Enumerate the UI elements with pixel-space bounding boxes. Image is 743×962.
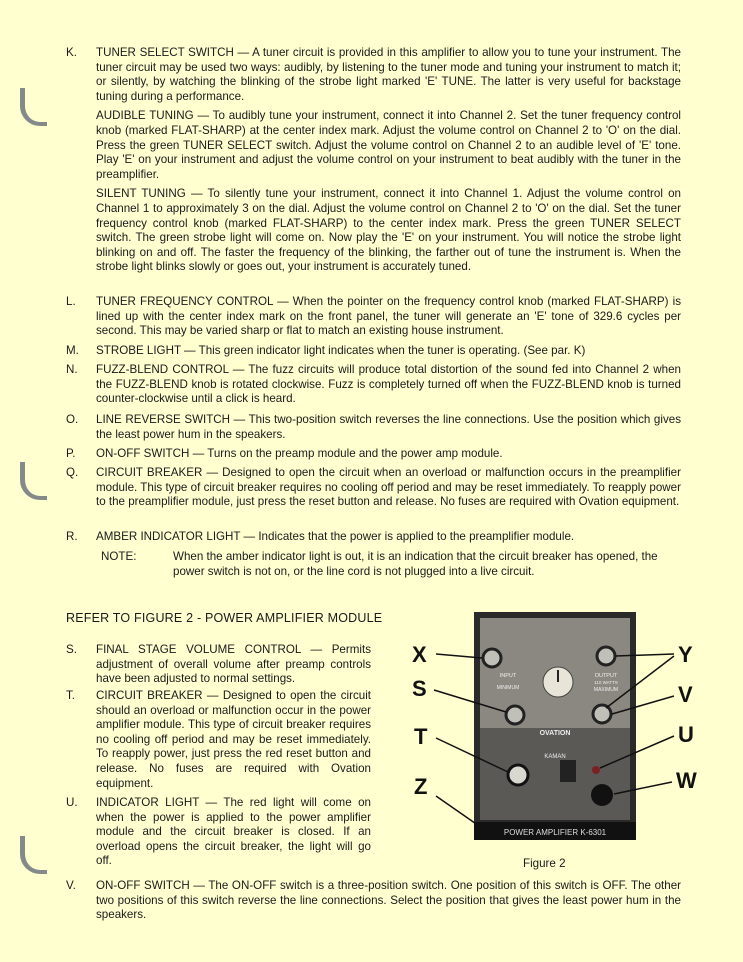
item-k xyxy=(66,46,681,280)
item-letter: P. xyxy=(66,447,76,460)
note-text: When the amber indicator light is out, it is an indication that the circuit breaker has opened, the power switch is not on, or the line cord is not plugged into a live circuit. xyxy=(173,550,658,578)
panel-maker-label: KAMAN xyxy=(544,754,566,760)
item-text: INDICATOR LIGHT — The red light will come on when the power is applied to the power amplifier module and the circuit breaker is closed. If an overload opens the circuit breaker, the light will go off. xyxy=(96,796,371,868)
callout-v: V xyxy=(678,682,693,707)
line-cord xyxy=(591,784,613,806)
panel-brand-label: OVATION xyxy=(539,730,571,737)
panel-output-label: OUTPUT xyxy=(594,673,618,679)
item-letter: M. xyxy=(66,344,79,357)
circuit-breaker-button xyxy=(508,765,528,785)
item-p xyxy=(66,447,681,467)
indicator-light xyxy=(592,766,600,774)
item-text: AMBER INDICATOR LIGHT — Indicates that the power is applied to the preamplifier module. xyxy=(96,530,575,543)
binder-mark-bottom xyxy=(20,836,47,874)
section-heading: REFER TO FIGURE 2 - POWER AMPLIFIER MODULE xyxy=(66,611,383,625)
item-q xyxy=(66,466,681,515)
binder-mark-top xyxy=(20,88,47,126)
callout-u: U xyxy=(678,722,694,747)
item-t xyxy=(66,689,371,796)
item-letter: N. xyxy=(66,363,78,376)
callout-z: Z xyxy=(414,774,428,799)
item-u xyxy=(66,796,371,874)
panel-minimum-label: MINIMUM xyxy=(496,685,520,691)
item-letter: L. xyxy=(66,295,76,308)
item-k-paragraph: TUNER SELECT SWITCH — A tuner circuit is provided in this amplifier to allow you to tune your instrument. The tuner circuit may be used two ways: audibly, by listening to the tuner mode and tuning your instrument to match it; or silently, by watching the blinking of the strobe light marked 'E' TUNE. The latter is very useful for backstage tuning during a performance. xyxy=(96,46,681,103)
output-jack-y xyxy=(597,647,615,665)
callout-y: Y xyxy=(678,642,693,667)
input-jack-x xyxy=(483,649,501,667)
silent-tuning-paragraph: SILENT TUNING — To silently tune your instrument, connect it into Channel 1. Adjust the volume control on Channel 1 to approximately 3 on the dial. Adjust the volume control on Channel 2 to 'O' on the dial. Set the tuner frequency control knob (marked FLAT-SHARP) to the center index mark. Press the green TUNER SELECT switch. The green strobe light will come on. Now play the 'E' on your instrument. You will notice the strobe light blinking on and off. The faster the frequency of the blinking, the farther out of tune the instrument is. When the strobe light blinks slowly or goes out, your instrument is accurately tuned. xyxy=(96,187,681,274)
item-letter: K. xyxy=(66,46,77,59)
input-jack-s xyxy=(506,706,524,724)
callout-t: T xyxy=(414,724,428,749)
item-letter: T. xyxy=(66,689,76,702)
item-text: LINE REVERSE SWITCH — This two-position switch reverses the line connections. Use the position which gives the least power hum in the speakers. xyxy=(96,413,681,441)
item-o xyxy=(66,413,681,447)
item-text: ON-OFF SWITCH — Turns on the preamp module and the power amp module. xyxy=(96,447,503,460)
figure-power-amplifier-module xyxy=(410,610,700,860)
figure-caption: Figure 2 xyxy=(523,857,566,870)
output-jack-v xyxy=(593,705,611,723)
item-letter: V. xyxy=(66,879,76,892)
note-label: NOTE: xyxy=(101,550,137,563)
item-letter: Q. xyxy=(66,466,79,479)
panel-maximum-label: MAXIMUM xyxy=(593,687,619,693)
callout-s: S xyxy=(412,676,427,701)
panel-watts-label: 110 WATTS xyxy=(594,680,618,685)
item-letter: S. xyxy=(66,643,77,656)
item-text: ON-OFF SWITCH — The ON-OFF switch is a three-position switch. One position of this switch is OFF. The other two positions of this switch reverse the line connections. Select the position that gives the least power hum in the speakers. xyxy=(96,879,681,922)
item-l xyxy=(66,295,681,344)
item-letter: O. xyxy=(66,413,79,426)
panel-bottom-label: POWER AMPLIFIER K-6301 xyxy=(503,828,607,837)
panel-input-label: INPUT xyxy=(499,673,517,679)
item-n xyxy=(66,363,681,412)
item-letter: U. xyxy=(66,796,78,809)
item-v xyxy=(66,879,681,928)
item-text: STROBE LIGHT — This green indicator light indicates when the tuner is operating. (See par. K) xyxy=(96,344,586,357)
callout-x: X xyxy=(412,642,427,667)
item-s xyxy=(66,643,371,692)
binder-mark-middle xyxy=(20,462,47,500)
note xyxy=(101,550,681,579)
panel-lower xyxy=(480,728,630,820)
item-text: FINAL STAGE VOLUME CONTROL — Permits adjustment of overall volume after preamp controls have been adjusted to normal settings. xyxy=(96,643,371,686)
item-m xyxy=(66,344,681,364)
on-off-switch xyxy=(560,760,576,782)
item-text: CIRCUIT BREAKER — Designed to open the circuit should an overload or malfunction occur in the power amplifier module. This type of circuit breaker requires no cooling off period and may be reset immediately. To reapply power, just press the red reset button and release. No fuses are required with Ovation equipment. xyxy=(96,689,371,790)
audible-tuning-paragraph: AUDIBLE TUNING — To audibly tune your instrument, connect it into Channel 2. Set the tuner frequency control knob (marked FLAT-SHARP) at the center index mark. Adjust the volume control on Channel 2 to 'O' on the dial. Press the green TUNER SELECT switch. Adjust the volume control on Channel 2 to an audible level of 'E' tone. Play 'E' on your instrument and adjust the volume control on your instrument to beat audibly with the tuner in the preamplifier. xyxy=(96,109,681,181)
item-letter: R. xyxy=(66,530,78,543)
item-text: CIRCUIT BREAKER — Designed to open the circuit when an overload or malfunction occurs in the preamplifier module. This type of circuit breaker requires no cooling off period and may be reset immediately. To reapply power to the preamplifier module, just press the reset button and release. No fuses are required with Ovation equipment. xyxy=(96,466,681,509)
item-text: FUZZ-BLEND CONTROL — The fuzz circuits will produce total distortion of the sound fed into Channel 2 when the FUZZ-BLEND knob is rotated clockwise. Fuzz is completely turned off when the FUZZ-BLEND knob is turned counter-clockwise until a click is heard. xyxy=(96,363,681,406)
item-text: TUNER FREQUENCY CONTROL — When the pointer on the frequency control knob (marked FLAT-SHARP) is lined up with the center index mark on the front panel, the tuner will generate an 'E' tone of 329.6 cycles per second. This may be varied sharp or flat to match an existing house instrument. xyxy=(96,295,681,338)
item-r xyxy=(66,530,681,550)
callout-w: W xyxy=(676,768,697,793)
